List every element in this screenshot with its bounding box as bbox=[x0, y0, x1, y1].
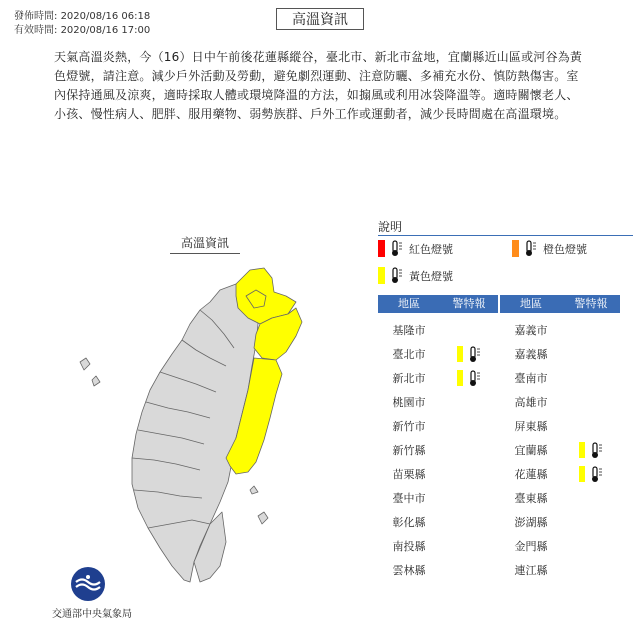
cwb-logo-icon bbox=[70, 566, 106, 602]
table-row bbox=[500, 534, 620, 558]
region-name: 桃園市 bbox=[392, 396, 426, 409]
issue-time: 2020/08/16 06:18 bbox=[60, 11, 151, 22]
table-row bbox=[500, 486, 620, 510]
thermometer-icon bbox=[589, 442, 603, 459]
table-row bbox=[500, 558, 620, 582]
col-region-left: 地區 bbox=[398, 297, 420, 310]
region-name: 南投縣 bbox=[392, 540, 426, 553]
yellow-signal bbox=[579, 466, 585, 482]
region-name: 基隆市 bbox=[392, 324, 426, 337]
region-name: 新竹市 bbox=[392, 420, 426, 433]
legend-label-orange: 橙色燈號 bbox=[543, 242, 587, 256]
warning-indicator bbox=[562, 466, 620, 483]
warning-indicator bbox=[440, 370, 498, 387]
region-name: 新北市 bbox=[392, 372, 426, 385]
legend-label-red: 紅色燈號 bbox=[409, 242, 453, 256]
region-name: 連江縣 bbox=[514, 564, 548, 577]
col-warning-left: 警特報 bbox=[452, 297, 486, 310]
legend-heading: 說明 bbox=[378, 220, 403, 234]
taiwan-map bbox=[60, 262, 310, 592]
table-header-right bbox=[500, 295, 620, 313]
table-row bbox=[378, 510, 498, 534]
region-name: 彰化縣 bbox=[392, 516, 426, 529]
region-name: 嘉義縣 bbox=[514, 348, 548, 361]
table-row bbox=[378, 534, 498, 558]
table-row bbox=[500, 510, 620, 534]
thermometer-icon bbox=[389, 267, 403, 284]
table-row bbox=[378, 318, 498, 342]
yellow-swatch bbox=[378, 267, 385, 284]
region-name: 嘉義市 bbox=[514, 324, 548, 337]
map-title: 高溫資訊 bbox=[170, 234, 240, 254]
table-row bbox=[378, 462, 498, 486]
col-region-right: 地區 bbox=[520, 297, 542, 310]
table-left-column bbox=[378, 318, 498, 582]
yellow-signal bbox=[457, 370, 463, 386]
region-name: 雲林縣 bbox=[392, 564, 426, 577]
region-name: 新竹縣 bbox=[392, 444, 426, 457]
table-row bbox=[500, 318, 620, 342]
table-row bbox=[378, 486, 498, 510]
table-row bbox=[378, 366, 498, 390]
region-name: 臺北市 bbox=[392, 348, 426, 361]
region-name: 屏東縣 bbox=[514, 420, 548, 433]
region-name: 苗栗縣 bbox=[392, 468, 426, 481]
table-row bbox=[378, 414, 498, 438]
table-header-left bbox=[378, 295, 498, 313]
legend-divider bbox=[378, 235, 633, 236]
table-row bbox=[378, 342, 498, 366]
yellow-signal bbox=[579, 442, 585, 458]
issue-label: 發佈時間 bbox=[14, 11, 54, 22]
region-name: 臺中市 bbox=[392, 492, 426, 505]
valid-time-line: 有效時間: 2020/08/16 17:00 bbox=[14, 25, 151, 36]
table-row bbox=[378, 438, 498, 462]
red-swatch bbox=[378, 240, 385, 257]
thermometer-icon bbox=[467, 370, 481, 387]
region-name: 金門縣 bbox=[514, 540, 548, 553]
valid-label: 有效時間 bbox=[14, 25, 54, 36]
table-right-column bbox=[500, 318, 620, 582]
region-name: 宜蘭縣 bbox=[514, 444, 548, 457]
table-row bbox=[500, 438, 620, 462]
legend-label-yellow: 黃色燈號 bbox=[409, 269, 453, 283]
description-text: 天氣高溫炎熱，今（16）日中午前後花蓮縣縱谷，臺北市、新北市盆地，宜蘭縣近山區或河谷為黃色燈號，請注意。減少戶外活動及勞動，避免劇烈運動、注意防曬、多補充水份、慎防熱傷害。室內保持通風及涼爽，適時採取人體或環境降溫的方法，如搧風或利用冰袋降溫等。適時關懷老人、小孩、慢性病人、肥胖、服用藥物、弱勢族群、戶外工作或運動者，減少長時間處在高溫環境。 bbox=[54, 50, 583, 121]
col-warning-right: 警特報 bbox=[574, 297, 608, 310]
orange-swatch bbox=[512, 240, 519, 257]
agency-name: 交通部中央氣象局 bbox=[52, 609, 132, 620]
island-ludao bbox=[250, 486, 258, 494]
island-penghu-2 bbox=[92, 376, 100, 386]
yellow-signal bbox=[457, 346, 463, 362]
region-name: 澎湖縣 bbox=[514, 516, 548, 529]
legend-item-red bbox=[378, 240, 453, 257]
region-name: 花蓮縣 bbox=[514, 468, 548, 481]
issue-time-line: 發佈時間: 2020/08/16 06:18 bbox=[14, 11, 151, 22]
region-name: 臺南市 bbox=[514, 372, 548, 385]
legend-item-yellow bbox=[378, 267, 453, 284]
island-penghu bbox=[80, 358, 90, 370]
legend-item-orange bbox=[512, 240, 587, 257]
valid-time: 2020/08/16 17:00 bbox=[60, 25, 151, 36]
island-lanyu bbox=[258, 512, 268, 524]
table-row bbox=[500, 462, 620, 486]
table-row bbox=[500, 366, 620, 390]
warning-indicator bbox=[562, 442, 620, 459]
thermometer-icon bbox=[467, 346, 481, 363]
region-name: 高雄市 bbox=[514, 396, 548, 409]
table-row bbox=[500, 390, 620, 414]
table-row bbox=[500, 342, 620, 366]
table-row bbox=[500, 414, 620, 438]
table-row bbox=[378, 558, 498, 582]
warning-indicator bbox=[440, 346, 498, 363]
table-row bbox=[378, 390, 498, 414]
thermometer-icon bbox=[389, 240, 403, 257]
page-title: 高溫資訊 bbox=[276, 8, 364, 30]
thermometer-icon bbox=[589, 466, 603, 483]
region-name: 臺東縣 bbox=[514, 492, 548, 505]
thermometer-icon bbox=[523, 240, 537, 257]
